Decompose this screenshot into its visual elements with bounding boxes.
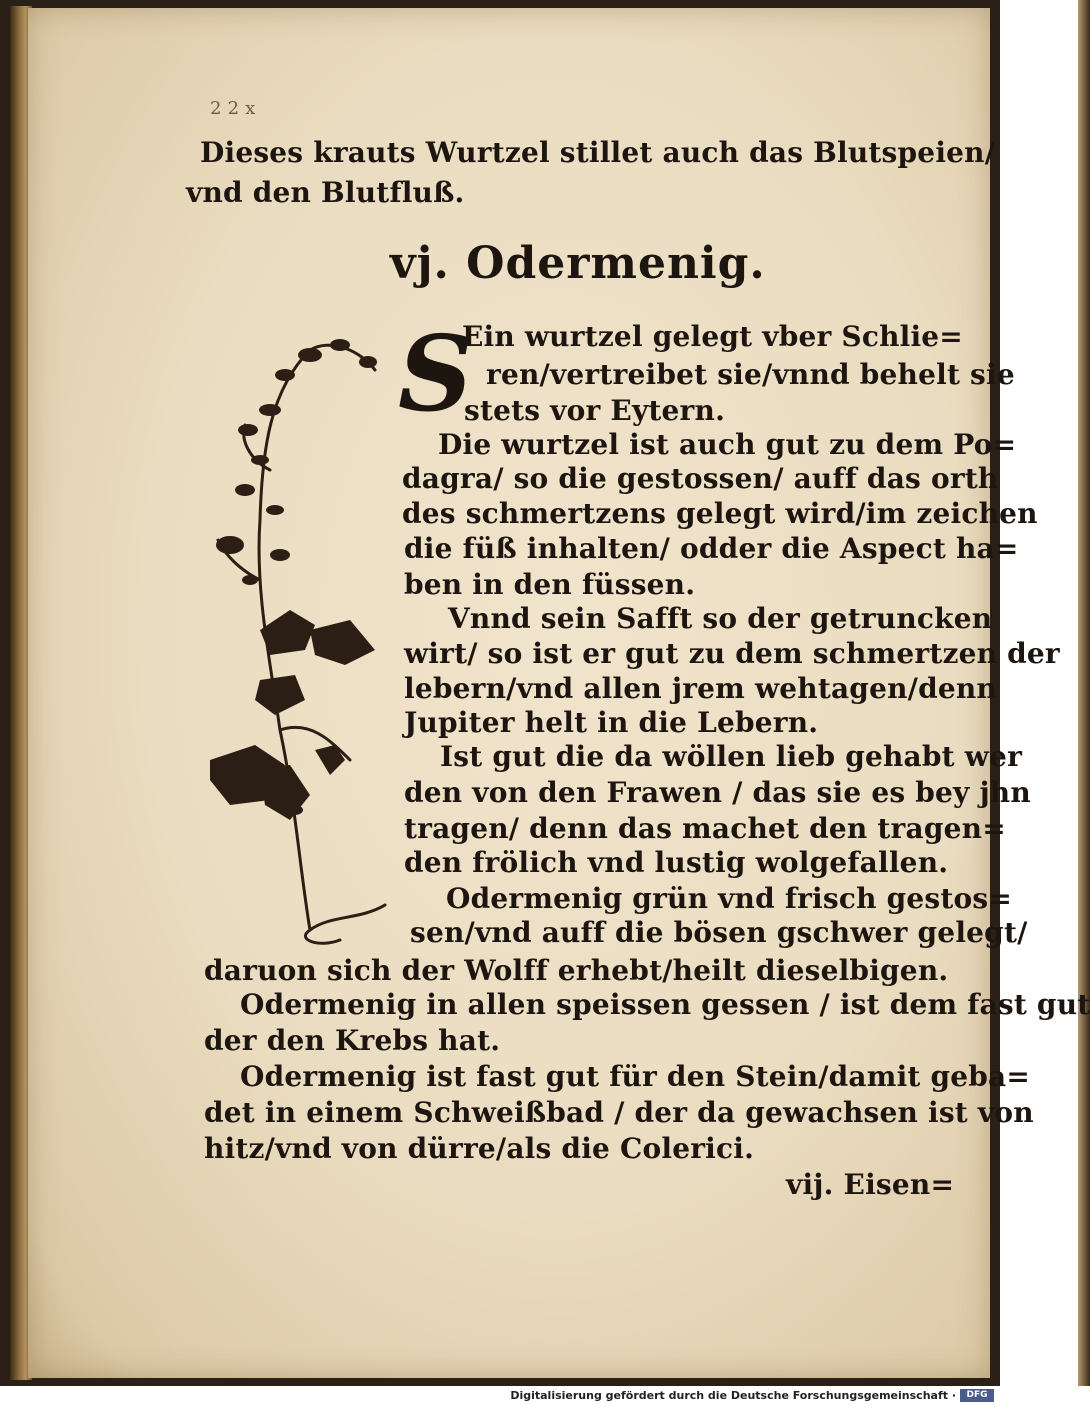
text-line: hitz/vnd von dürre/als die Colerici.: [204, 1132, 755, 1165]
text-line: Ist gut die da wöllen lieb gehabt wer: [440, 740, 1023, 773]
text-line: wirt/ so ist er gut zu dem schmertzen der: [404, 637, 1060, 670]
text-line: Odermenig in allen speissen gessen / ist dem fast gut: [240, 988, 1090, 1021]
text-line: des schmertzens gelegt wird/im zeichen: [402, 497, 1038, 530]
text-line: die füß inhalten/ odder die Aspect ha=: [404, 532, 1019, 565]
page-mark: 2 2 x: [210, 98, 256, 119]
text-line: ben in den füssen.: [404, 568, 696, 601]
dfg-logo: DFG: [960, 1389, 994, 1402]
text-line: tragen/ denn das machet den tragen=: [404, 812, 1006, 845]
text-line: Odermenig ist fast gut für den Stein/damit geba=: [240, 1060, 1031, 1093]
text-line: stets vor Eytern.: [464, 394, 726, 427]
catchword: vij. Eisen=: [786, 1168, 955, 1201]
text-line: Odermenig grün vnd frisch gestos=: [446, 882, 1012, 915]
text-line: den von den Frawen / das sie es bey jhn: [404, 776, 1031, 809]
text-line: ren/vertreibet sie/vnnd behelt sie: [486, 358, 1015, 391]
text-line: Dieses krauts Wurtzel stillet auch das Blutspeien/: [200, 136, 996, 169]
text-line: den frölich vnd lustig wolgefallen.: [404, 846, 949, 879]
text-line: Ein wurtzel gelegt vber Schlie=: [462, 320, 963, 353]
text-line: Vnnd sein Safft so der getruncken: [448, 602, 993, 635]
text-line: lebern/vnd allen jrem wehtagen/denn: [404, 672, 997, 705]
text-line: Jupiter helt in die Lebern.: [404, 706, 819, 739]
footer-bar: [0, 1386, 1000, 1406]
text-line: der den Krebs hat.: [204, 1024, 501, 1057]
text-line: daruon sich der Wolff erhebt/heilt dieselbigen.: [204, 954, 949, 987]
text-line: dagra/ so die gestossen/ auff das orth: [402, 462, 999, 495]
drop-cap: S: [398, 312, 474, 435]
section-heading: vj. Odermenig.: [390, 238, 766, 289]
plant-woodcut-illustration: [200, 330, 400, 960]
text-line: Die wurtzel ist auch gut zu dem Po=: [438, 428, 1017, 461]
text-line: sen/vnd auff die bösen gschwer gelegt/: [410, 916, 1028, 949]
page-edge: [1078, 0, 1090, 1386]
text-line: det in einem Schweißbad / der da gewachsen ist von: [204, 1096, 1034, 1129]
funding-credit: Digitalisierung gefördert durch die Deutsche Forschungsgemeinschaft ·: [510, 1389, 956, 1402]
text-line: vnd den Blutfluß.: [186, 176, 465, 209]
